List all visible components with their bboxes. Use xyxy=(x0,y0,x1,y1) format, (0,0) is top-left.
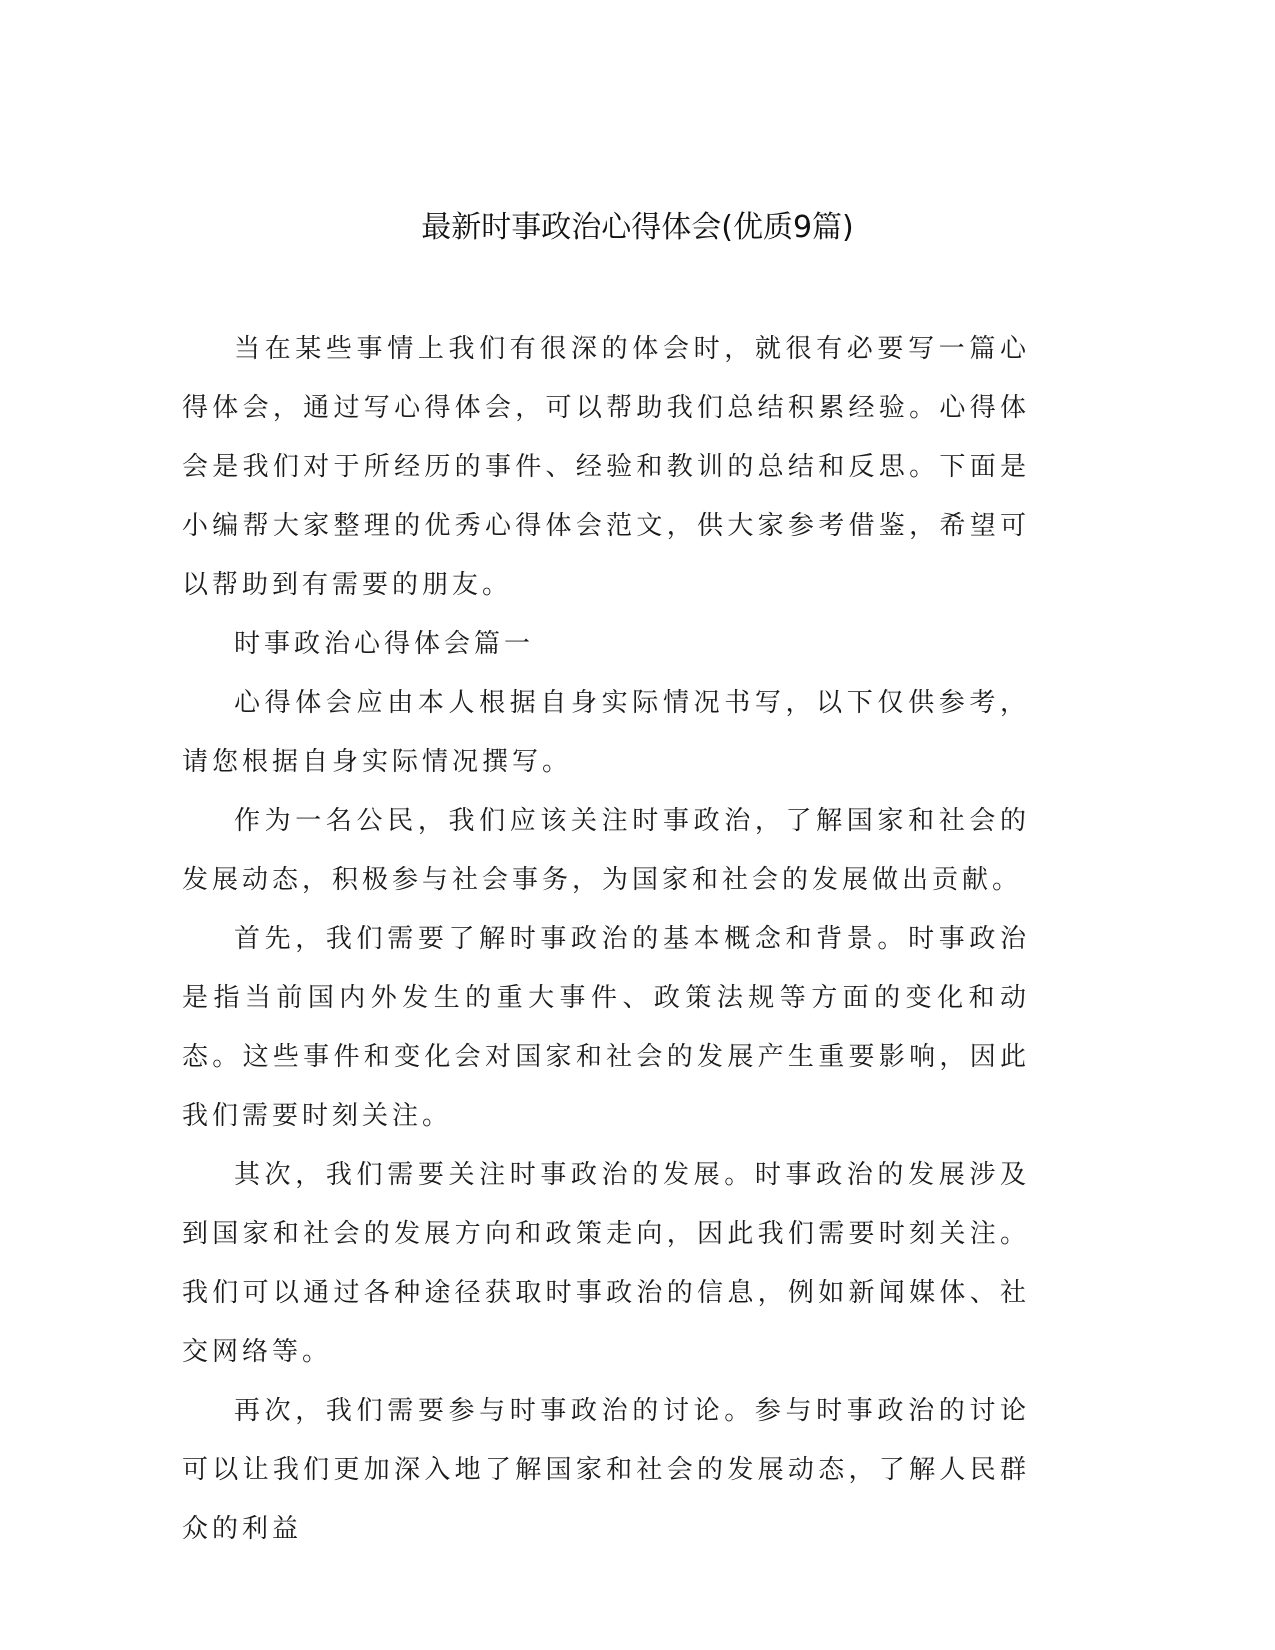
section-heading: 时事政治心得体会篇一 xyxy=(234,629,535,659)
intro-paragraph: 当在某些事情上我们有很深的体会时，就很有必要写一篇心得体会，通过写心得体会，可以帮助我们总结积累经验。心得体会是我们对于所经历的事件、经验和教训的总结和反思。下面是小编帮大家整理的优秀心得体会范文，供大家参考借鉴，希望可以帮助到有需要的朋友。 xyxy=(182,334,1030,600)
document-title: 最新时事政治心得体会(优质9篇) xyxy=(421,210,854,245)
body-paragraph: 首先，我们需要了解时事政治的基本概念和背景。时事政治是指当前国内外发生的重大事件、政策法规等方面的变化和动态。这些事件和变化会对国家和社会的发展产生重要影响，因此我们需要时刻关注。 xyxy=(182,924,1030,1131)
document-body xyxy=(182,320,1030,1559)
body-paragraph: 作为一名公民，我们应该关注时事政治，了解国家和社会的发展动态，积极参与社会事务，为国家和社会的发展做出贡献。 xyxy=(182,806,1030,895)
body-paragraph: 其次，我们需要关注时事政治的发展。时事政治的发展涉及到国家和社会的发展方向和政策走向，因此我们需要时刻关注。我们可以通过各种途径获取时事政治的信息，例如新闻媒体、社交网络等。 xyxy=(182,1160,1030,1367)
body-paragraph: 再次，我们需要参与时事政治的讨论。参与时事政治的讨论可以让我们更加深入地了解国家和社会的发展动态，了解人民群众的利益 xyxy=(182,1396,1030,1544)
body-paragraph: 心得体会应由本人根据自身实际情况书写，以下仅供参考，请您根据自身实际情况撰写。 xyxy=(182,688,1030,777)
